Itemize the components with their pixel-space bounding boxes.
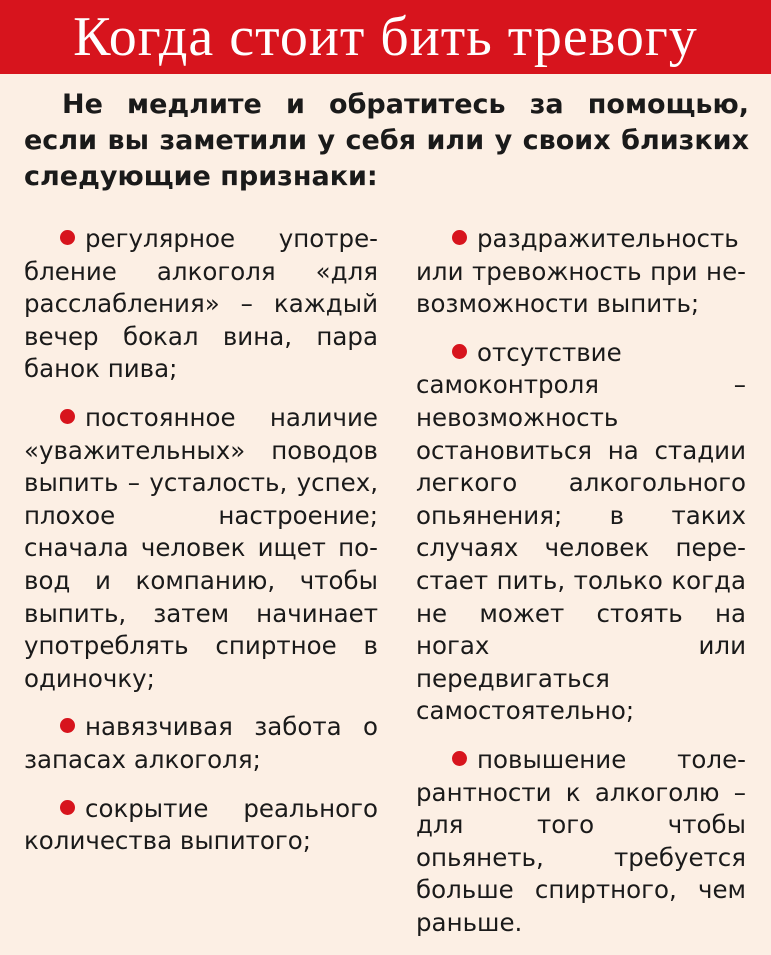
sign-text: регулярное употребление алкоголя «для расслабления» – каждый вечер бокал вина, пара банок пива; (24, 224, 378, 384)
lead-paragraph: Не медлите и обратитесь за помощью, если вы заметили у себя или у своих близких следующие признаки: (24, 89, 749, 192)
red-bullet-icon (60, 230, 75, 245)
red-bullet-icon (452, 344, 467, 359)
signs-column-left (24, 223, 378, 874)
red-bullet-icon (452, 230, 467, 245)
sign-text: сокрытие реального количества выпитого; (24, 793, 378, 856)
signs-column-right (416, 223, 746, 955)
sign-item (24, 402, 378, 695)
sign-item (24, 793, 378, 858)
page-title: Когда стоит бить тревогу (0, 0, 771, 74)
red-bullet-icon (452, 751, 467, 766)
sign-text: навязчивая забота о запасах алкоголя; (24, 712, 378, 774)
sign-item (24, 711, 378, 776)
red-bullet-icon (60, 718, 75, 733)
sign-item (24, 223, 378, 386)
sign-text: постоянное наличие «уважительных» поводов выпить – усталость, успех, плохое настроение; сначала человек ищет повод и компанию, чтобы выпить, затем начинает употреблять спиртное в одиночку; (24, 402, 378, 693)
sign-text: раздражительность или тревожность при невозможности выпить; (416, 224, 746, 319)
sign-item (416, 337, 746, 728)
sign-text: повышение толерантности к алкоголю – для того чтобы опьянеть, требуется больше спиртного, чем раньше. (416, 744, 746, 937)
sign-item (416, 744, 746, 940)
red-bullet-icon (60, 409, 75, 424)
sign-item (416, 223, 746, 321)
red-bullet-icon (60, 800, 75, 815)
sign-text: отсутствие самоконтроля – невозможность остановиться на стадии легкого алкогольного опьянения; в таких случаях человек перестает пить, только когда не может стоять на ногах или передвигаться самостоятельно; (416, 337, 746, 726)
